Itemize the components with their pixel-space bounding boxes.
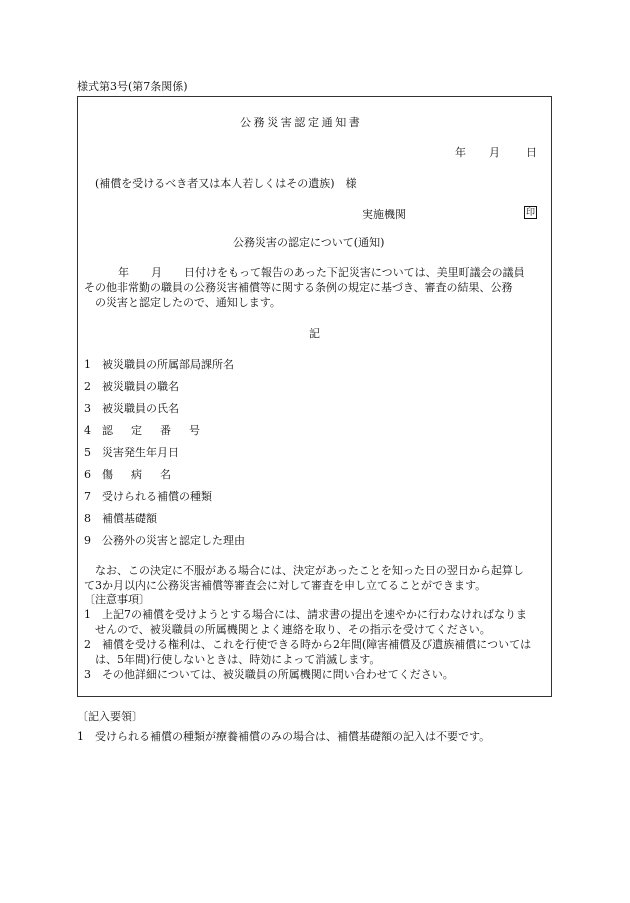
document-title: 公務災害認定通知書 [240, 116, 363, 129]
seal-mark: 印 [525, 208, 535, 218]
ki-heading: 記 [309, 327, 320, 340]
item-text: 受けられる補償の種類 [102, 490, 212, 503]
note-number: 3 [84, 668, 91, 681]
list-item [84, 446, 524, 460]
item-text: 被災職員の氏名 [102, 402, 179, 415]
item-number: 8 [84, 512, 91, 525]
note-text: せんので、被災職員の所属機関とよく連絡を取り、その指示を受けてください。 [95, 623, 491, 636]
instructions-heading: 〔記入要領〕 [77, 710, 143, 723]
item-text: 公務外の災害と認定した理由 [102, 534, 245, 547]
item-number: 9 [84, 534, 91, 547]
item-number: 4 [84, 424, 91, 437]
subject-line: 公務災害の認定について(通知) [233, 236, 385, 249]
item-number: 6 [84, 468, 91, 481]
note-text: 上記7の補償を受けようとする場合には、請求書の提出を速やかに行わなければなりま [102, 608, 527, 621]
list-item [84, 380, 524, 394]
date-day: 日 [526, 146, 537, 159]
list-item [84, 424, 524, 438]
body-line-2: その他非常勤の職員の公務災害補償等に関する条例の規定に基づき、審査の結果、公務 [84, 281, 513, 294]
body-line-3: の災害と認定したので、通知します。 [95, 296, 281, 309]
list-item [84, 534, 524, 548]
instruction-number: 1 [77, 730, 84, 743]
item-number: 3 [84, 402, 91, 415]
item-text: 補償基礎額 [102, 512, 157, 525]
recipient-line: (補償を受けるべき者又は本人若しくはその遺族) 様 [95, 177, 357, 190]
item-text: 認定番号 [102, 424, 218, 437]
note-number: 2 [84, 638, 91, 651]
item-text: 災害発生年月日 [102, 446, 179, 459]
item-text: 被災職員の所属部局課所名 [102, 358, 234, 371]
item-number: 2 [84, 380, 91, 393]
notice-form-box [77, 96, 552, 697]
appeal-line-2: て3か月以内に公務災害補償等審査会に対して審査を申し立てることができます。 [84, 579, 487, 592]
list-item [84, 512, 524, 526]
appeal-line-1: なお、この決定に不服がある場合には、決定があったことを知った日の翌日から起算し [95, 564, 524, 577]
list-item [84, 358, 524, 372]
item-number: 1 [84, 358, 91, 371]
issuer-label: 実施機関 [362, 208, 406, 221]
note-text: その他詳細については、被災職員の所属機関に問い合わせてください。 [102, 668, 454, 681]
list-item [84, 468, 524, 482]
date-year: 年 [455, 146, 466, 159]
list-item [84, 402, 524, 416]
item-number: 7 [84, 490, 91, 503]
notes-heading: 〔注意事項〕 [84, 593, 150, 606]
form-number-label: 様式第3号(第7条関係) [77, 80, 188, 93]
body-line-1: 年 月 日付けをもって報告のあった下記災害については、美里町議会の議員 [118, 266, 525, 279]
date-month: 月 [489, 146, 500, 159]
note-number: 1 [84, 608, 91, 621]
list-item [84, 490, 524, 504]
item-number: 5 [84, 446, 91, 459]
note-text: 補償を受ける権利は、これを行使できる時から2年間(障害補償及び遺族補償については [102, 638, 532, 651]
instruction-text: 受けられる補償の種類が療養補償のみの場合は、補償基礎額の記入は不要です。 [95, 730, 491, 743]
item-text: 被災職員の職名 [102, 380, 179, 393]
item-text: 傷病名 [102, 468, 189, 481]
note-text: は、5年間)行使しないときは、時効によって消滅します。 [95, 653, 381, 666]
